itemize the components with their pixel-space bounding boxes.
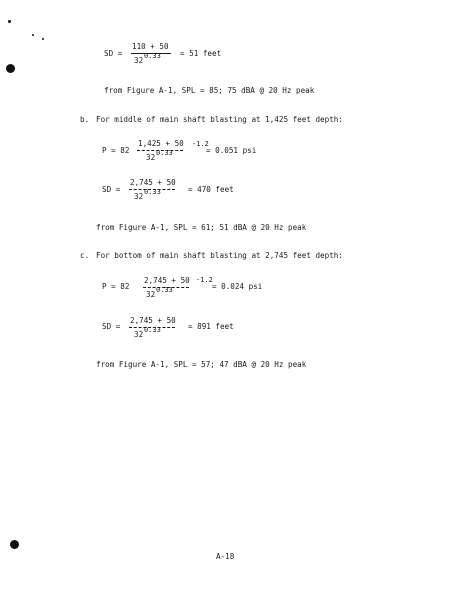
eq4-denominator-base: 32 <box>146 290 156 299</box>
eq1-denominator-base: 32 <box>134 56 144 65</box>
eq2-lhs: P = 82 <box>102 146 130 155</box>
eq4-result: = 0.024 psi <box>212 282 263 291</box>
eq3-denominator-base: 32 <box>134 192 144 201</box>
eq4-lhs: P = 82 <box>102 282 130 291</box>
eq3-numerator: 2,745 + 50 <box>130 178 176 187</box>
line3-text: from Figure A-1, SPL = 57; 47 dBA @ 20 Hz peak <box>96 360 307 369</box>
eq2-denominator-base: 32 <box>146 153 156 162</box>
eq2-denominator-exponent: 0.33 <box>156 149 173 157</box>
scan-speck <box>42 38 44 40</box>
eq5-numerator: 2,745 + 50 <box>130 316 176 325</box>
eq5-result: = 891 feet <box>188 322 234 331</box>
eq5-denominator-base: 32 <box>134 330 144 339</box>
eq1-result: = 51 feet <box>180 49 222 58</box>
eq2-numerator: 1,425 + 50 <box>138 139 184 148</box>
binder-hole-bottom <box>10 540 19 549</box>
eq3-result: = 470 feet <box>188 185 234 194</box>
eq5-denominator-exponent: 0.33 <box>144 326 161 334</box>
line1-text: from Figure A-1, SPL = 85; 75 dBA @ 20 Hz peak <box>104 86 315 95</box>
eq1-numerator: 110 + 50 <box>132 42 169 51</box>
item-c-text: For bottom of main shaft blasting at 2,745 feet depth: <box>96 251 343 260</box>
eq1-lhs: SD = <box>104 49 123 58</box>
eq2-exponent: -1.2 <box>192 140 209 148</box>
eq4-exponent: -1.2 <box>196 276 213 284</box>
item-b-label: b. <box>80 115 90 124</box>
page-number: A-18 <box>216 552 235 561</box>
eq4-numerator: 2,745 + 50 <box>144 276 190 285</box>
eq5-lhs: SD = <box>102 322 121 331</box>
item-b-text: For middle of main shaft blasting at 1,425 feet depth: <box>96 115 343 124</box>
eq3-denominator-exponent: 0.33 <box>144 188 161 196</box>
line2-text: from Figure A-1, SPL = 61; 51 dBA @ 20 Hz peak <box>96 223 307 232</box>
eq1-denominator-exponent: 0.33 <box>144 52 161 60</box>
binder-hole-top <box>6 64 15 73</box>
item-c-label: c. <box>80 251 90 260</box>
eq4-denominator-exponent: 0.33 <box>156 286 173 294</box>
scan-speck <box>32 34 34 36</box>
eq3-lhs: SD = <box>102 185 121 194</box>
scan-speck <box>8 20 11 23</box>
eq2-result: = 0.051 psi <box>206 146 257 155</box>
